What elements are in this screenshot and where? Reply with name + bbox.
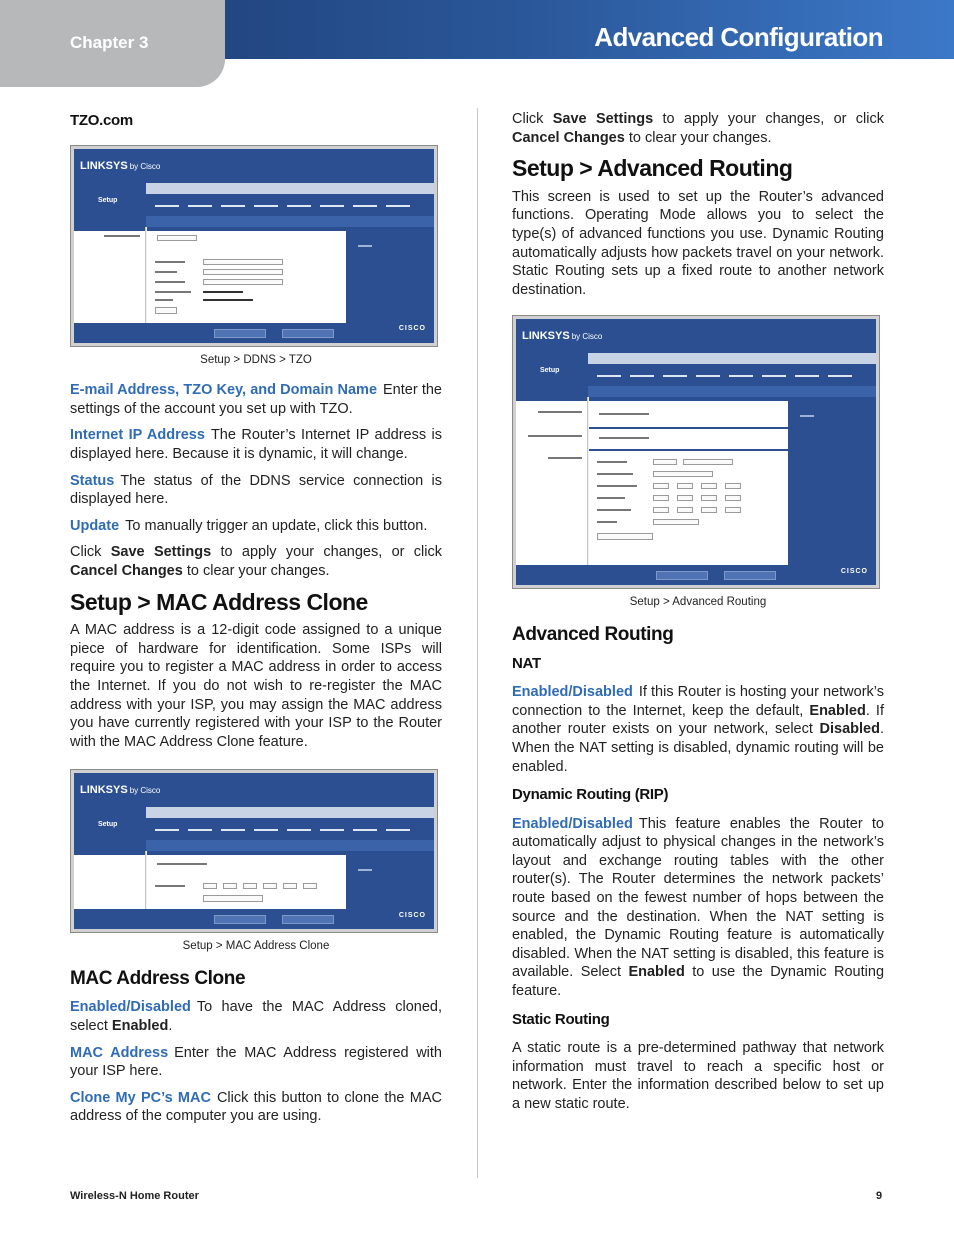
linksys-logo: LINKSYS by Cisco [80, 784, 161, 797]
footer-product: Wireless-N Home Router [70, 1190, 199, 1202]
paragraph-static-routing: A static route is a pre-determined pathway that network information must travel to reach a specific host or network. Enter the information described below to set up a new static route. [512, 1040, 884, 1112]
caption-advanced-routing: Setup > Advanced Routing [629, 596, 767, 609]
heading-advanced-routing-sub: Advanced Routing [512, 623, 674, 645]
chapter-tab [0, 0, 225, 87]
heading-static-routing: Static Routing [512, 1010, 610, 1028]
paragraph-clone-my-pc: Clone My PC’s MAC Click this button to clone the MAC address of the computer you are using. [70, 1089, 442, 1125]
linksys-logo: LINKSYS by Cisco [80, 159, 161, 172]
paragraph-rip-enabled: Enabled/Disabled This feature enables the Router to automatically adjust to physical changes in the network’s layout and exchange routing tables with the other router(s). The Router determines the network packets’ route based on the fewest number of hops between the source and the destination. When the NAT setting is enabled, the Dynamic Routing feature is automatically disabled. When the NAT setting is disabled, this feature is available. Select Enabled to use the Dynamic Routing feature. [512, 815, 885, 1000]
paragraph-save-cancel: Click Save Settings to apply your changes, or click Cancel Changes to clear your changes. [70, 544, 442, 579]
paragraph-update: Update To manually trigger an update, click this button. [70, 517, 428, 534]
left-column [70, 110, 442, 1134]
paragraph-mac-enabled: Enabled/Disabled To have the MAC Address cloned, select Enabled. [70, 999, 442, 1035]
screenshot-mac-clone: LINKSYS by Cisco Setup CISCO [70, 769, 438, 933]
tzo-heading: TZO.com [70, 112, 133, 129]
paragraph-internet-ip: Internet IP Address The Router’s Internet IP address is displayed here. Because it is dynamic, it will change. [70, 427, 442, 462]
screenshot-ddns-tzo: LINKSYS by Cisco Setup CISCO [70, 145, 438, 347]
paragraph-save-cancel-right: Click Save Settings to apply your changes, or click Cancel Changes to clear your changes. [512, 111, 884, 146]
paragraph-mac-intro: A MAC address is a 12-digit code assigned to a unique piece of hardware for identification. Some ISPs will require you to register a MAC address in order to access the Internet. If you do not wish to re-register the MAC address with your ISP, you may assign the MAC address you have currently registered with your ISP to the Router with the MAC Address Clone feature. [70, 622, 442, 750]
page-title: Advanced Configuration [594, 22, 883, 52]
paragraph-email-tzo: E-mail Address, TZO Key, and Domain Name Enter the settings of the account you set up with TZO. [70, 382, 442, 417]
paragraph-mac-address: MAC Address Enter the MAC Address registered with your ISP here. [70, 1044, 442, 1080]
screenshot-topbar [74, 149, 434, 183]
heading-nat: NAT [512, 654, 541, 672]
heading-dynamic-routing: Dynamic Routing (RIP) [512, 786, 669, 804]
footer-page-number: 9 [876, 1190, 883, 1202]
heading-advanced-routing: Setup > Advanced Routing [512, 155, 793, 182]
linksys-logo: LINKSYS by Cisco [522, 330, 603, 343]
right-column [512, 110, 884, 1122]
paragraph-status: Status The status of the DDNS service connection is displayed here. [70, 472, 442, 508]
caption-mac-clone: Setup > MAC Address Clone [182, 940, 330, 953]
paragraph-nat-enabled: Enabled/Disabled If this Router is hosting your network’s connection to the Internet, keep the default, Enabled. If another router exists on your network, select Disabled. When the NAT setting is disabled, dynamic routing will be enabled. [512, 684, 884, 775]
chapter-label: Chapter 3 [70, 33, 149, 52]
screenshot-advanced-routing: LINKSYS by Cisco Setup CISCO [512, 315, 880, 589]
paragraph-advanced-intro: This screen is used to set up the Router’s advanced functions. Operating Mode allows you to select the type(s) of advanced functions you use. Dynamic Routing automatically adjusts how packets travel on your network. Static Routing sets up a fixed route to another network destination. [512, 188, 884, 298]
column-divider [477, 108, 478, 1178]
caption-ddns-tzo: Setup > DDNS > TZO [200, 353, 312, 366]
heading-mac-address-clone: Setup > MAC Address Clone [70, 588, 368, 615]
heading-mac-clone-sub: MAC Address Clone [70, 967, 246, 989]
